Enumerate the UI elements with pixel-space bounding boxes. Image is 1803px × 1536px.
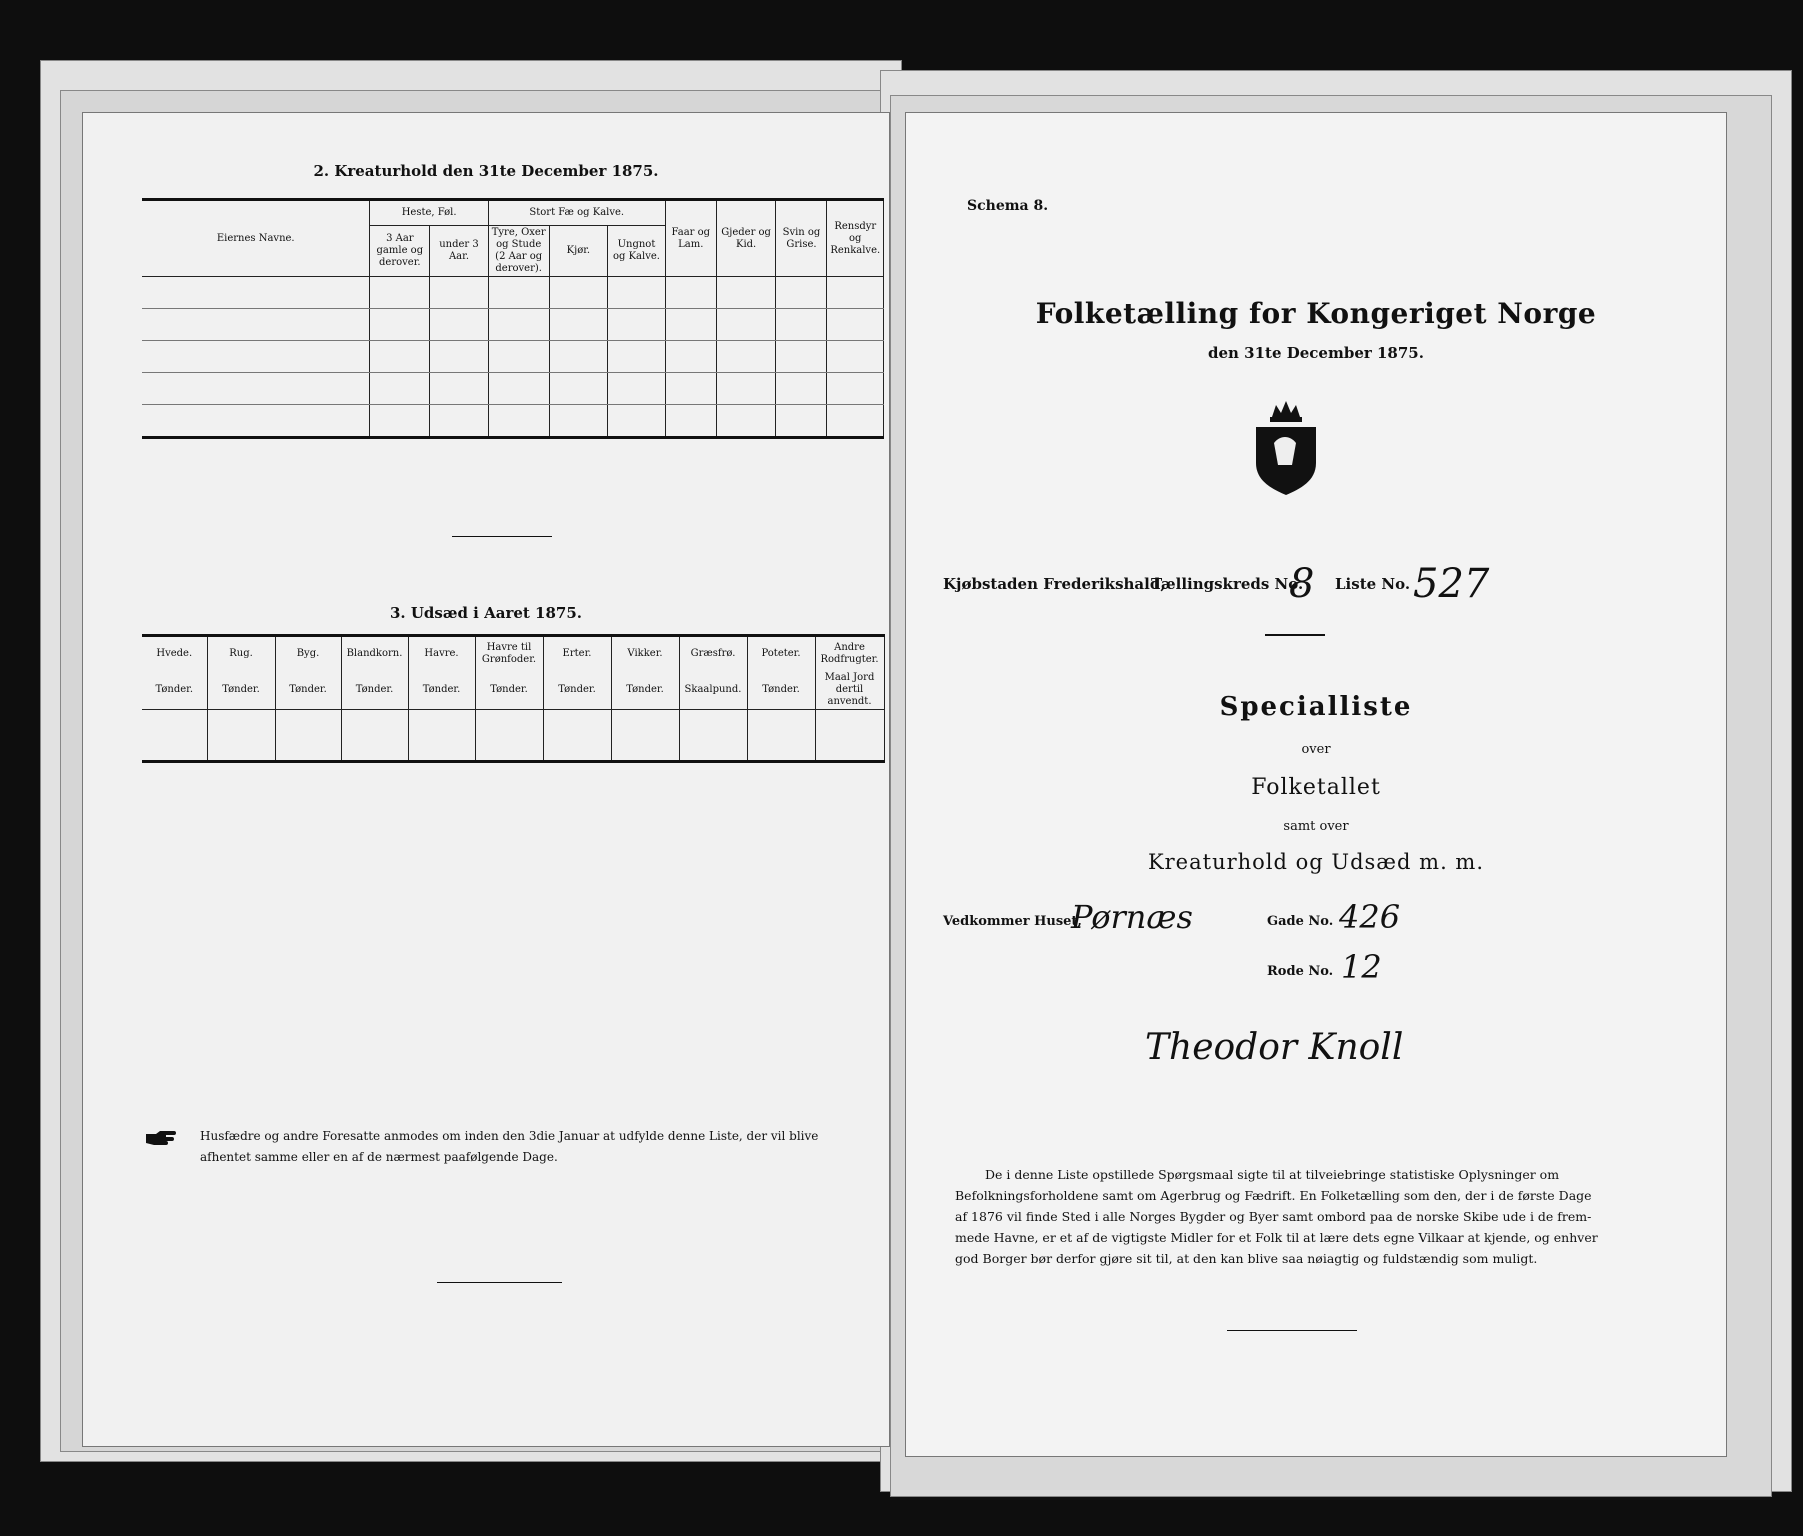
kreaturhold-heading: Kreaturhold og Udsæd m. m. (1147, 850, 1485, 874)
col-owner: Eiernes Navne. (142, 200, 370, 277)
col-stort-c: Ungnot og Kalve. (608, 226, 666, 277)
unit-header: Tønder. (747, 671, 815, 710)
table-cell (408, 710, 475, 762)
table-cell (475, 710, 543, 762)
col-gjeder: Gjeder og Kid. (716, 200, 776, 277)
table-cell (679, 710, 747, 762)
notice-text (200, 1126, 880, 1168)
over-text: over (1301, 742, 1331, 757)
col-stort-b: Kjør. (549, 226, 608, 277)
unit-header: Tønder. (543, 671, 611, 710)
crop-header: Havre til Grønfoder. (475, 636, 543, 672)
unit-header: Tønder. (341, 671, 408, 710)
table-cell (747, 710, 815, 762)
col-faar: Faar og Lam. (665, 200, 716, 277)
crop-header: Erter. (543, 636, 611, 672)
crop-header: Havre. (408, 636, 475, 672)
divider (452, 536, 552, 537)
crop-header: Rug. (207, 636, 275, 672)
table-row (142, 710, 884, 762)
col-heste-a: 3 Aar gamle og derover. (370, 226, 430, 277)
footer-line-3: af 1876 vil finde Sted i alle Norges Bygder og Byer samt ombord paa de norske Skibe ude i de frem- (955, 1209, 1592, 1224)
divider (1265, 634, 1325, 636)
schema-label: Schema 8. (967, 198, 1049, 214)
section3-title: 3. Udsæd i Aaret 1875. (389, 604, 583, 622)
table-cell (275, 710, 341, 762)
right-page (905, 112, 1727, 1457)
huset-value: Pørnæs (1071, 898, 1193, 936)
footer-line-1: De i denne Liste opstillede Spørgsmaal sigte til at tilveiebringe statistiske Oplysninger om (985, 1167, 1560, 1182)
table-cell (611, 710, 679, 762)
table-row (142, 341, 884, 373)
unit-header: Tønder. (142, 671, 207, 710)
crop-header: Blandkorn. (341, 636, 408, 672)
table-cell (207, 710, 275, 762)
col-heste-b: under 3 Aar. (430, 226, 489, 277)
pointing-hand-icon (144, 1128, 184, 1148)
crop-header: Vikker. (611, 636, 679, 672)
left-page (82, 112, 890, 1447)
unit-header: Tønder. (611, 671, 679, 710)
footer-line-5: god Borger bør derfor gjøre sit til, at den kan blive saa nøiagtig og fuldstændig som muligt. (955, 1251, 1538, 1266)
unit-header-row (142, 671, 884, 710)
gade-value: 426 (1339, 898, 1401, 936)
kjobstaden-label: Kjøbstaden Frederikshald, (943, 575, 1166, 593)
unit-header: Maal Jord dertil anvendt. (815, 671, 884, 710)
livestock-table (142, 198, 884, 439)
crop-header: Hvede. (142, 636, 207, 672)
col-stort-a: Tyre, Oxer og Stude (2 Aar og derover). (488, 226, 549, 277)
crop-header: Græsfrø. (679, 636, 747, 672)
folketallet-heading: Folketallet (1251, 775, 1381, 800)
table-cell (543, 710, 611, 762)
col-heste: Heste, Føl. (370, 200, 488, 226)
col-svin: Svin og Grise. (776, 200, 827, 277)
liste-value: 527 (1413, 561, 1490, 607)
col-stort: Stort Fæ og Kalve. (488, 200, 665, 226)
crop-header: Andre Rodfrugter. (815, 636, 884, 672)
unit-header: Tønder. (475, 671, 543, 710)
rode-value: 12 (1341, 948, 1382, 986)
signature: Theodor Knoll (1145, 1027, 1404, 1068)
crop-header: Poteter. (747, 636, 815, 672)
crop-header-row (142, 636, 884, 672)
table-cell (341, 710, 408, 762)
unit-header: Tønder. (408, 671, 475, 710)
notice-line-2: afhentet samme eller en af de nærmest paafølgende Dage. (200, 1150, 558, 1164)
table-row (142, 277, 884, 309)
table-row (142, 405, 884, 438)
unit-header: Tønder. (275, 671, 341, 710)
section2-title: 2. Kreaturhold den 31te December 1875. (313, 162, 659, 180)
district-line (943, 561, 1723, 607)
notice-line-1: Husfædre og andre Foresatte anmodes om inden den 3die Januar at udfylde denne Liste, der vil blive (200, 1129, 819, 1143)
footer-paragraph (955, 1164, 1685, 1269)
table-row (142, 373, 884, 405)
rode-line (1267, 948, 1567, 1002)
page-date: den 31te December 1875. (1208, 344, 1424, 362)
unit-header: Tønder. (207, 671, 275, 710)
footer-line-4: mede Havne, er et af de vigtigste Midler for et Folk til at lære dets egne Vilkaar at kjende, og enhver (955, 1230, 1598, 1245)
coat-of-arms-icon (1250, 395, 1322, 495)
specialliste-heading: Specialliste (1219, 692, 1413, 722)
huset-label: Vedkommer Huset, (943, 914, 1082, 929)
table-cell (815, 710, 884, 762)
liste-label: Liste No. (1335, 575, 1411, 593)
kreds-value: 8 (1289, 561, 1315, 607)
footer-line-2: Befolkningsforholdene samt om Agerbrug og Fædrift. En Folketælling som den, der i de første Dage (955, 1188, 1592, 1203)
samt-over-text: samt over (1283, 819, 1349, 834)
divider (1227, 1330, 1357, 1331)
kreds-label: Tællingskreds No. (1151, 575, 1304, 593)
table-row (142, 309, 884, 341)
table-cell (142, 710, 207, 762)
seed-table (142, 634, 885, 763)
crop-header: Byg. (275, 636, 341, 672)
divider (437, 1282, 562, 1283)
rode-label: Rode No. (1267, 964, 1334, 979)
gade-label: Gade No. (1267, 914, 1334, 929)
unit-header: Skaalpund. (679, 671, 747, 710)
col-rensdyr: Rensdyr og Renkalve. (827, 200, 884, 277)
page-title: Folketælling for Kongeriget Norge (1035, 297, 1597, 330)
